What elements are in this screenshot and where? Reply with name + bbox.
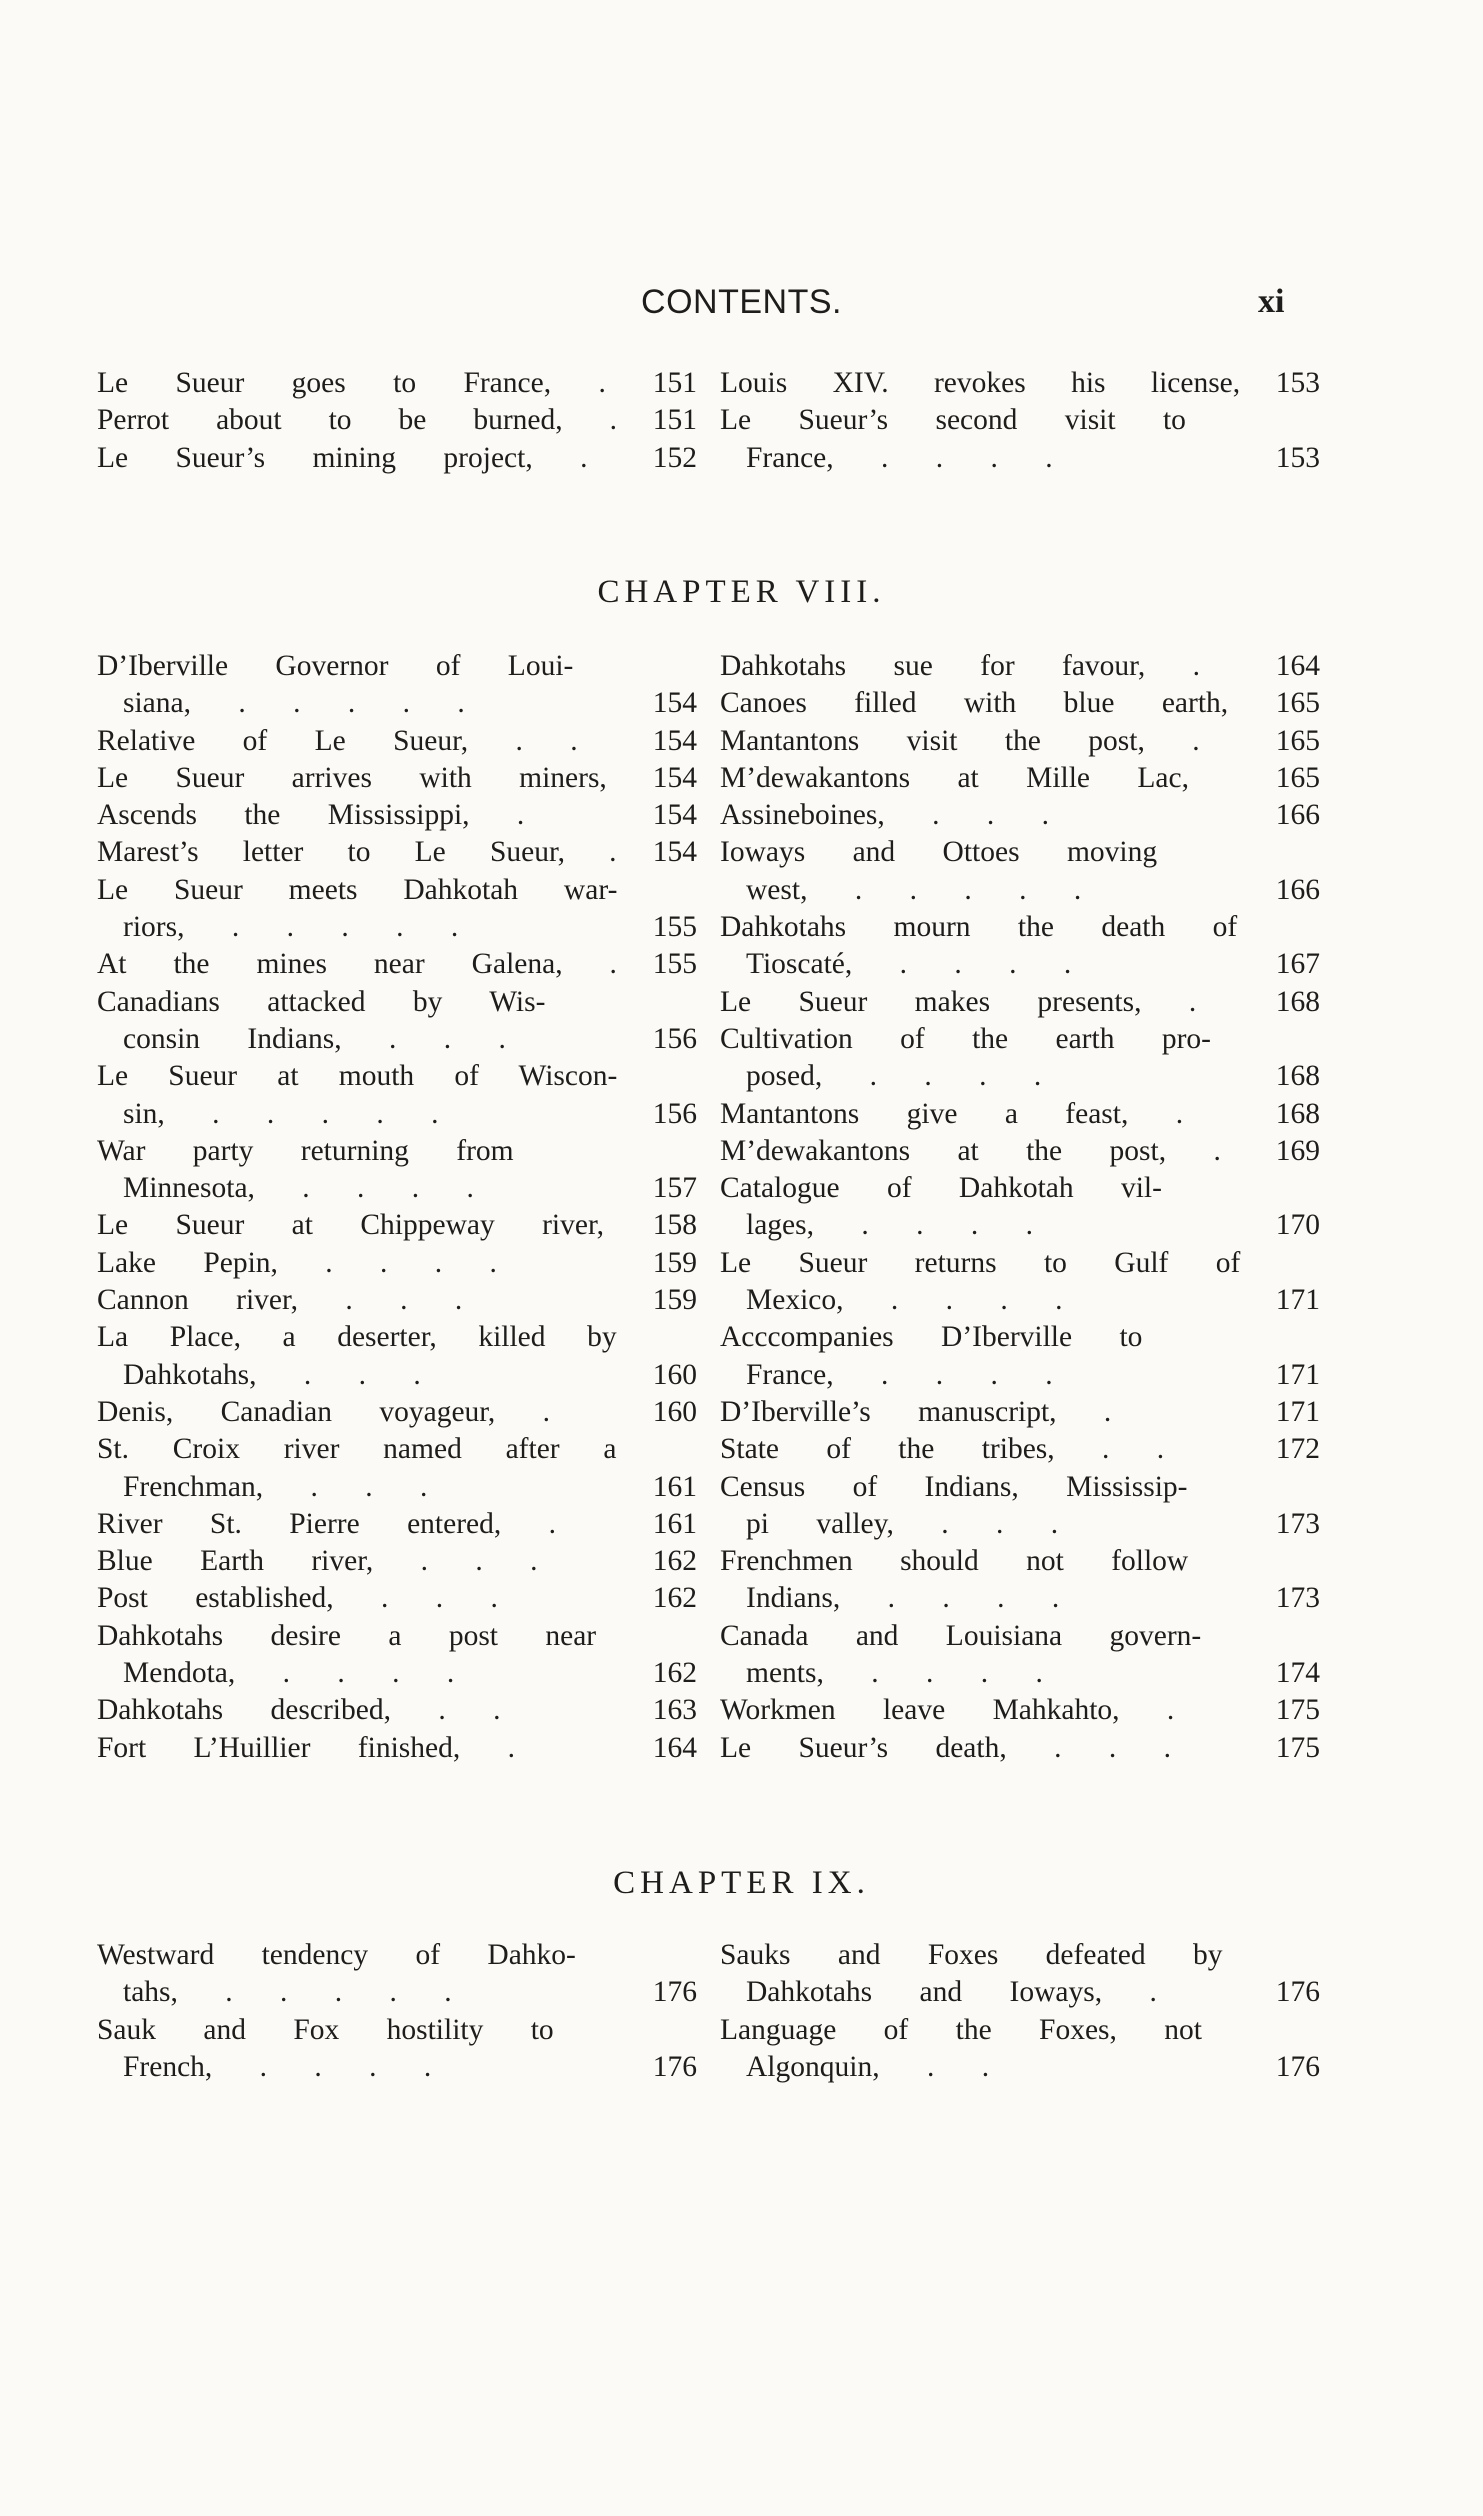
toc-entry-text: sin, . . . . . [123,1097,439,1130]
toc-entry-line [720,909,1320,946]
toc-entry-text: Dahkotahs and Ioways, . [746,1976,1157,2009]
toc-entry [720,1021,1320,1096]
toc-entry-line [720,1207,1320,1244]
toc-page-number: 154 [652,761,697,794]
toc-entry-line [720,1245,1320,1282]
toc-entry-text: Workmen leave Mahkahto, . [720,1694,1175,1727]
toc-entry-line [720,1730,1320,1767]
toc-entry [720,909,1320,984]
toc-entry-line [720,648,1320,685]
running-title: CONTENTS. [641,283,842,321]
toc-entry-text: France, . . . . [746,441,1053,474]
toc-entry-line [720,1133,1320,1170]
toc-page-number: 162 [652,1545,697,1578]
toc-entry-text: Language of the Foxes, not [720,2013,1202,2046]
toc-entry-text: Indians, . . . . [746,1582,1060,1615]
toc-page-number: 156 [652,1097,697,1130]
toc-entry-line [97,1357,697,1394]
toc-entry-text: ments, . . . . [746,1657,1043,1690]
toc-entry-text: Canada and Louisiana govern- [720,1619,1202,1652]
toc-entry [720,797,1320,834]
toc-entry-line [720,1170,1320,1207]
toc-page-number: 170 [1275,1209,1320,1242]
toc-entry [97,1506,697,1543]
toc-entry-line [720,1357,1320,1394]
toc-entry [720,1394,1320,1431]
toc-entry-line [720,1655,1320,1692]
toc-entry-line [97,1580,697,1617]
toc-entry-text: Dahkotahs sue for favour, . [720,650,1200,682]
toc-entry [97,1431,697,1506]
toc-entry-line [720,1506,1320,1543]
toc-entry-line [720,1282,1320,1319]
toc-entry-text: Ascends the Mississippi, . [97,799,525,832]
toc-entry-text: La Place, a deserter, killed by [97,1321,617,1354]
toc-entry-line [97,1692,697,1729]
toc-entry [720,365,1320,402]
toc-entry [97,984,697,1059]
toc-entry-line [720,1021,1320,1058]
toc-entry-text: Minnesota, . . . . [123,1172,474,1205]
toc-page-number: 154 [652,724,697,757]
toc-entry-line [720,402,1320,439]
toc-entry [97,440,697,477]
toc-page-number: 176 [1275,1976,1320,2009]
section-2-right-column [720,1937,1320,2086]
toc-entry-line [97,723,697,760]
toc-page-number: 153 [1275,441,1320,474]
toc-entry-line [720,1431,1320,1468]
toc-entry-line [720,1543,1320,1580]
toc-entry-line [720,1469,1320,1506]
toc-page-number: 175 [1275,1694,1320,1727]
toc-entry-line [97,1543,697,1580]
toc-page-number: 175 [1275,1731,1320,1764]
toc-entry-line [720,1096,1320,1133]
toc-entry-text: Frenchmen should not follow [720,1545,1189,1578]
toc-entry [97,760,697,797]
toc-entry-line [97,402,697,439]
toc-page-number: 151 [652,367,697,399]
toc-page-number: 155 [652,911,697,944]
toc-entry [97,1058,697,1133]
toc-page-number: 159 [652,1246,697,1279]
toc-page-number: 168 [1275,1097,1320,1130]
toc-entry [720,1469,1320,1544]
toc-entry-line [97,1655,697,1692]
toc-entry-line [97,1207,697,1244]
toc-entry-text: Cannon river, . . . [97,1284,463,1317]
toc-page-number: 156 [652,1022,697,1055]
toc-page-number: 173 [1275,1507,1320,1540]
toc-page-number: 166 [1275,873,1320,906]
toc-entry-text: M’dewakantons at Mille Lac, [720,761,1189,794]
toc-page-number: 158 [652,1209,697,1242]
toc-entry [720,402,1320,477]
toc-entry-text: Le Sueur goes to France, . [97,367,606,399]
toc-entry-line [720,1937,1320,1974]
toc-entry-text: Algonquin, . . [746,2050,990,2083]
toc-page-number: 161 [652,1507,697,1540]
toc-entry-line [720,2012,1320,2049]
toc-entry-text: Canadians attacked by Wis- [97,985,546,1018]
toc-entry [97,1394,697,1431]
toc-entry-line [97,1133,697,1170]
toc-page-number: 172 [1275,1433,1320,1466]
toc-entry-line [97,1096,697,1133]
toc-page-number: 166 [1275,799,1320,832]
toc-entry-line [97,2012,697,2049]
toc-entry-line [97,1058,697,1095]
toc-entry [720,723,1320,760]
toc-entry-text: Census of Indians, Mississip- [720,1470,1188,1503]
toc-entry-text: Canoes filled with blue earth, [720,687,1229,720]
toc-entry-text: riors, . . . . . [123,911,459,944]
toc-entry-line [720,760,1320,797]
toc-page-number: 164 [652,1731,697,1764]
toc-entry [720,1319,1320,1394]
toc-entry [720,1245,1320,1320]
toc-entry-line [720,1974,1320,2011]
toc-entry-text: Sauk and Fox hostility to [97,2013,554,2046]
toc-entry-line [97,1282,697,1319]
section-1-right-column [720,648,1320,1767]
toc-page-number: 165 [1275,687,1320,720]
toc-entry-text: pi valley, . . . [746,1507,1059,1540]
section-1-left-column [97,648,697,1767]
toc-entry-text: State of the tribes, . . [720,1433,1165,1466]
toc-entry-text: Dahkotahs described, . . [97,1694,501,1727]
toc-page-number: 174 [1275,1657,1320,1690]
toc-entry-text: siana, . . . . . [123,687,465,720]
toc-entry-text: Dahkotahs mourn the death of [720,911,1238,944]
toc-entry-line [97,1170,697,1207]
page-number: xi [1258,283,1285,320]
toc-entry-line [97,1469,697,1506]
toc-entry [97,946,697,983]
toc-entry-text: Westward tendency of Dahko- [97,1939,576,1971]
toc-entry-line [720,872,1320,909]
toc-entry [720,1692,1320,1729]
toc-entry [720,2012,1320,2087]
toc-page-number: 171 [1275,1284,1320,1317]
toc-entry-text: Tioscaté, . . . . [746,948,1072,981]
toc-entry-text: Assineboines, . . . [720,799,1049,832]
toc-entry-line [720,1319,1320,1356]
toc-entry-text: Mantantons visit the post, . [720,724,1200,757]
toc-entry-text: tahs, . . . . . [123,1976,452,2009]
toc-page-number: 154 [652,687,697,720]
toc-entry-line [720,723,1320,760]
section-2-left-column [97,1937,697,2086]
toc-entry-text: Ioways and Ottoes moving [720,836,1158,869]
toc-entry [720,1133,1320,1170]
toc-entry-line [97,797,697,834]
toc-page-number: 167 [1275,948,1320,981]
toc-entry-text: Acccompanies D’Iberville to [720,1321,1143,1354]
toc-page-number: 155 [652,948,697,981]
toc-entry-line [97,946,697,983]
toc-entry-text: Relative of Le Sueur, . . [97,724,578,757]
toc-entry-line [97,1730,697,1767]
toc-entry-text: Le Sueur’s death, . . . [720,1731,1171,1764]
toc-entry [97,1207,697,1244]
toc-entry [97,872,697,947]
toc-entry-line [720,440,1320,477]
toc-page-number: 157 [652,1172,697,1205]
toc-entry [97,834,697,871]
toc-entry-line [97,760,697,797]
toc-page-number: 151 [652,404,697,437]
toc-entry [720,648,1320,685]
toc-entry [97,365,697,402]
toc-page-number: 173 [1275,1582,1320,1615]
toc-entry-line [97,1937,697,1974]
toc-entry-line [97,1431,697,1468]
toc-entry-text: Catalogue of Dahkotah vil- [720,1172,1162,1205]
section-0-left-column [97,365,697,477]
toc-entry [97,1245,697,1282]
toc-entry [97,1282,697,1319]
toc-page-number: 153 [1275,367,1320,399]
toc-entry-text: Perrot about to be burned, . [97,404,617,437]
chapter-heading-viii: CHAPTER VIII. [597,574,886,610]
toc-entry [97,648,697,723]
toc-entry-text: At the mines near Galena, . [97,948,617,981]
toc-entry-text: Le Sueur’s mining project, . [97,441,588,474]
toc-entry-text: Mexico, . . . . [746,1284,1063,1317]
toc-entry-text: France, . . . . [746,1358,1053,1391]
toc-entry-text: Fort L’Huillier finished, . [97,1731,515,1764]
toc-entry-text: Dahkotahs, . . . [123,1358,421,1391]
toc-entry-text: Marest’s letter to Le Sueur, . [97,836,617,869]
toc-entry [97,797,697,834]
toc-entry [720,834,1320,909]
toc-page-number: 176 [652,1976,697,2009]
page-header [0,283,1483,323]
toc-entry-text: War party returning from [97,1134,514,1167]
toc-entry-line [97,1021,697,1058]
toc-entry-line [97,1506,697,1543]
toc-entry-line [97,834,697,871]
toc-entry-text: Sauks and Foxes defeated by [720,1939,1223,1971]
toc-page-number: 165 [1275,761,1320,794]
toc-entry [720,1170,1320,1245]
toc-entry [97,1618,697,1693]
toc-entry-text: Le Sueur at mouth of Wiscon- [97,1060,618,1093]
toc-entry [97,2012,697,2087]
toc-page-number: 164 [1275,650,1320,682]
toc-page-number: 160 [652,1358,697,1391]
toc-entry [97,1319,697,1394]
toc-entry-text: Le Sueur meets Dahkotah war- [97,873,618,906]
toc-entry-text: Dahkotahs desire a post near [97,1619,597,1652]
toc-entry-text: D’Iberville’s manuscript, . [720,1395,1112,1428]
toc-entry-text: Blue Earth river, . . . [97,1545,538,1578]
toc-page-number: 169 [1275,1134,1320,1167]
toc-entry-line [720,365,1320,402]
toc-entry-line [97,648,697,685]
toc-entry-line [97,1394,697,1431]
toc-entry-line [97,1974,697,2011]
toc-entry-line [97,909,697,946]
toc-page-number: 168 [1275,985,1320,1018]
toc-entry-text: Frenchman, . . . [123,1470,428,1503]
toc-entry-text: River St. Pierre entered, . [97,1507,557,1540]
toc-entry [97,402,697,439]
toc-entry-text: lages, . . . . [746,1209,1033,1242]
toc-entry [97,1580,697,1617]
toc-entry-line [720,685,1320,722]
toc-entry-line [720,946,1320,983]
toc-entry [97,723,697,760]
toc-entry-text: Le Sueur returns to Gulf of [720,1246,1241,1279]
toc-entry-text: M’dewakantons at the post, . [720,1134,1221,1167]
toc-entry-line [720,1580,1320,1617]
toc-entry-text: west, . . . . . [746,873,1082,906]
toc-entry-text: Post established, . . . [97,1582,498,1615]
toc-entry [720,1730,1320,1767]
toc-entry-line [720,834,1320,871]
toc-entry-line [720,2049,1320,2086]
toc-page-number: 168 [1275,1060,1320,1093]
toc-page-number: 159 [652,1284,697,1317]
toc-entry-line [97,1319,697,1356]
toc-entry [720,984,1320,1021]
toc-page-number: 171 [1275,1358,1320,1391]
toc-page-number: 163 [652,1694,697,1727]
toc-entry [720,1543,1320,1618]
toc-entry-line [97,984,697,1021]
toc-page-number: 176 [1275,2050,1320,2083]
toc-entry [720,1096,1320,1133]
toc-entry-line [720,984,1320,1021]
toc-entry-line [720,797,1320,834]
toc-page-number: 162 [652,1582,697,1615]
toc-page-number: 152 [652,441,697,474]
toc-entry [97,1730,697,1767]
toc-page-number: 162 [652,1657,697,1690]
toc-entry-text: Cultivation of the earth pro- [720,1022,1211,1055]
toc-entry-text: Lake Pepin, . . . . [97,1246,497,1279]
toc-page-number: 165 [1275,724,1320,757]
toc-entry-line [97,1618,697,1655]
toc-entry [720,760,1320,797]
toc-entry-line [97,872,697,909]
toc-entry [720,1431,1320,1468]
toc-entry-line [720,1618,1320,1655]
toc-entry-text: D’Iberville Governor of Loui- [97,650,574,682]
toc-entry-text: Le Sueur arrives with miners, [97,761,607,794]
toc-entry-line [720,1692,1320,1729]
toc-entry [97,1543,697,1580]
toc-entry-text: Mantantons give a feast, . [720,1097,1184,1130]
toc-entry-text: Denis, Canadian voyageur, . [97,1395,551,1428]
toc-entry [720,685,1320,722]
toc-entry [720,1618,1320,1693]
toc-entry-line [97,365,697,402]
chapter-heading-ix: CHAPTER IX. [613,1865,870,1901]
toc-entry-line [97,2049,697,2086]
toc-entry-line [97,440,697,477]
toc-entry-line [720,1058,1320,1095]
toc-page-number: 176 [652,2050,697,2083]
toc-entry-line [720,1394,1320,1431]
toc-page-number: 154 [652,799,697,832]
toc-entry-line [97,685,697,722]
toc-entry-text: Le Sueur makes presents, . [720,985,1197,1018]
toc-entry [97,1133,697,1208]
toc-entry-text: Le Sueur at Chippeway river, [97,1209,604,1242]
toc-entry [97,1692,697,1729]
toc-entry [97,1937,697,2012]
toc-entry-line [97,1245,697,1282]
section-0-right-column [720,365,1320,477]
toc-entry [720,1937,1320,2012]
toc-entry-text: Mendota, . . . . [123,1657,455,1690]
toc-page-number: 160 [652,1395,697,1428]
toc-entry-text: French, . . . . [123,2050,432,2083]
toc-entry-text: Louis XIV. revokes his license, [720,367,1241,399]
toc-page-number: 154 [652,836,697,869]
toc-entry-text: consin Indians, . . . [123,1022,506,1055]
toc-entry-text: posed, . . . . [746,1060,1042,1093]
toc-page-number: 161 [652,1470,697,1503]
toc-entry-text: Le Sueur’s second visit to [720,404,1186,437]
toc-entry-text: St. Croix river named after a [97,1433,617,1466]
toc-page-number: 171 [1275,1395,1320,1428]
